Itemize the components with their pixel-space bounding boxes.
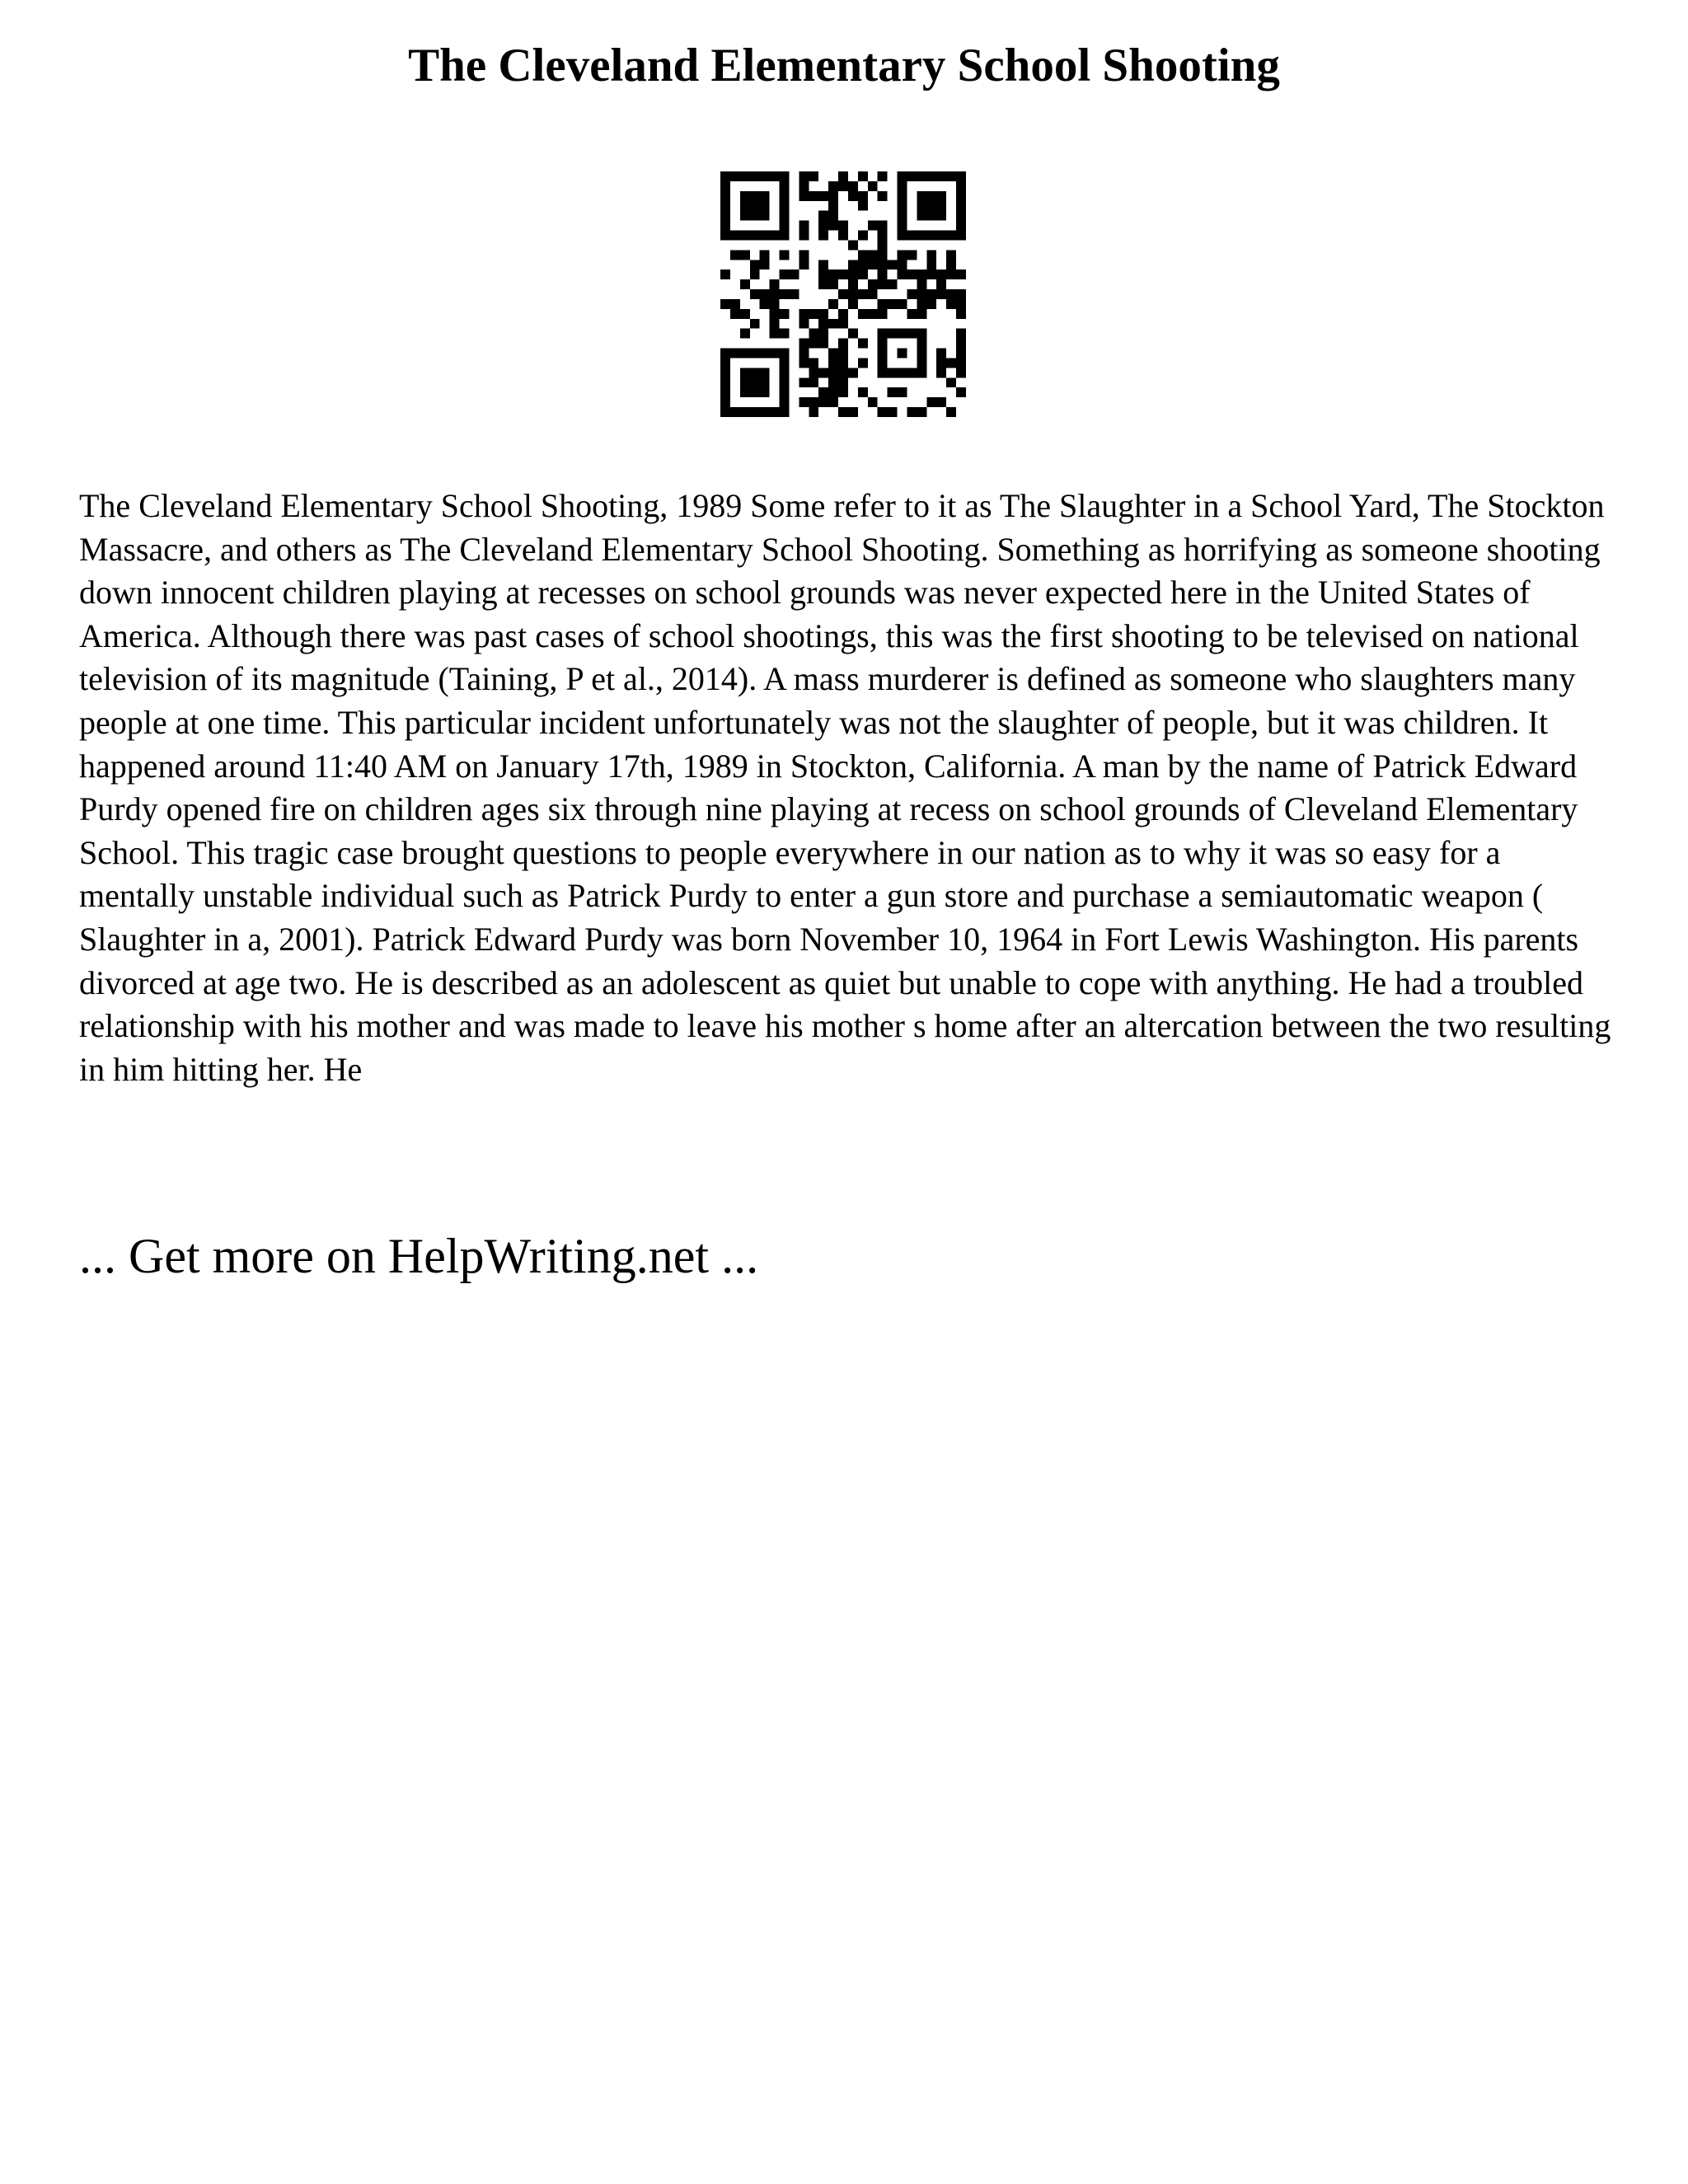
more-link[interactable]: ... Get more on HelpWriting.net ... (79, 1229, 759, 1283)
qr-code-icon (720, 171, 966, 417)
qr-code-graphic (720, 171, 966, 417)
page-title: The Cleveland Elementary School Shooting (408, 40, 1280, 91)
article-body: The Cleveland Elementary School Shooting, 1989 Some refer to it as The Slaughter in a School Yard, The Stockton Massacre, and others as The Cleveland Elementary School Shooting. Something as horrifying as someone shooting down innocent children playing at recesses on school grounds was never expected here in the United States of America. Although there was past cases of school shootings, this was the first shooting to be televised on national television of its magnitude (Taining, P et al., 2014). A mass murderer is defined as someone who slaughters many people at one time. This particular incident unfortunately was not the slaughter of people, but it was children. It happened around 11:40 AM on January 17th, 1989 in Stockton, California. A man by the name of Patrick Edward Purdy opened fire on children ages six through nine playing at recess on school grounds of Cleveland Elementary School. This tragic case brought questions to people everywhere in our nation as to why it was so easy for a mentally unstable individual such as Patrick Purdy to enter a gun store and purchase a semiautomatic weapon ( Slaughter in a, 2001). Patrick Edward Purdy was born November 10, 1964 in Fort Lewis Washington. His parents divorced at age two. He is described as an adolescent as quiet but unable to cope with anything. He had a troubled relationship with his mother and was made to leave his mother s home after an altercation between the two resulting in him hitting her. He (79, 487, 1611, 1088)
